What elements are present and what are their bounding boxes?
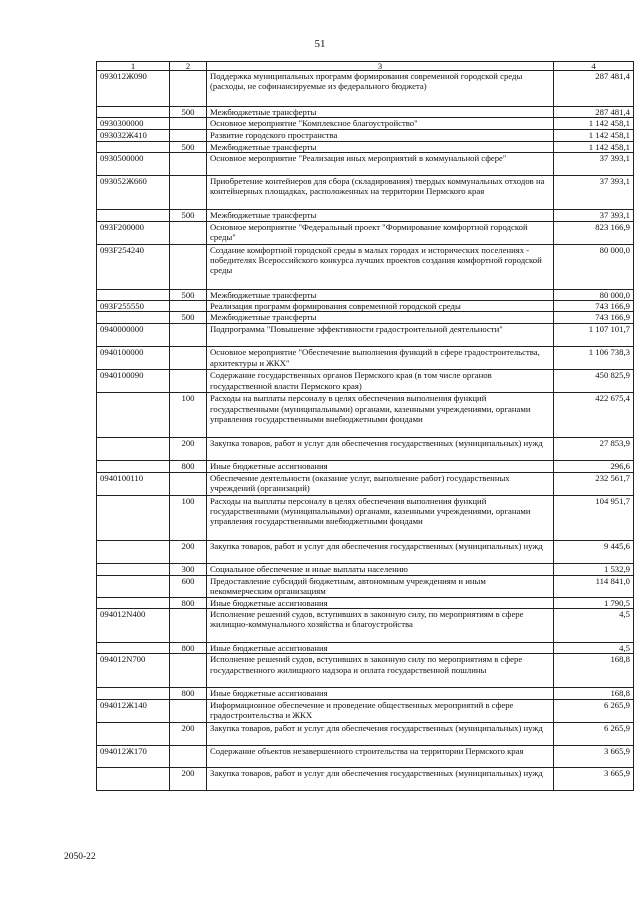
- expense-type-cell: [170, 301, 207, 312]
- table-row: [97, 347, 634, 370]
- expense-type-cell: [170, 324, 207, 347]
- name-cell: Исполнение решений судов, вступивших в законную силу по мероприятиям в сфере государственного жилищного надзора и оплата государственной пошлины: [207, 654, 554, 688]
- code-cell: 0940100090: [97, 370, 170, 393]
- expense-type-cell: 500: [170, 141, 207, 152]
- table-row: [97, 643, 634, 654]
- amount-cell: 232 561,7: [554, 472, 634, 495]
- code-cell: 093F254240: [97, 244, 170, 289]
- code-cell: [97, 141, 170, 152]
- amount-cell: 296,6: [554, 461, 634, 472]
- table-row: [97, 438, 634, 461]
- name-cell: Иные бюджетные ассигнования: [207, 461, 554, 472]
- table-header-row: [97, 62, 634, 71]
- footer-code: 2050-22: [64, 852, 96, 862]
- table-row: [97, 597, 634, 608]
- code-cell: [97, 643, 170, 654]
- code-cell: 0940100110: [97, 472, 170, 495]
- amount-cell: 4,5: [554, 609, 634, 643]
- name-cell: Межбюджетные трансферты: [207, 107, 554, 118]
- expense-type-cell: 300: [170, 563, 207, 575]
- amount-cell: 422 675,4: [554, 393, 634, 438]
- code-cell: [97, 597, 170, 608]
- code-cell: 094012Ж170: [97, 745, 170, 767]
- amount-cell: 37 393,1: [554, 175, 634, 209]
- column-header-4: 4: [554, 62, 634, 71]
- expense-type-cell: [170, 370, 207, 393]
- table-row: [97, 393, 634, 438]
- name-cell: Предоставление субсидий бюджетным, автономным учреждениям и иным некоммерческим организациям: [207, 575, 554, 597]
- name-cell: Содержание объектов незавершенного строительства на территории Пермского края: [207, 745, 554, 767]
- expense-type-cell: 500: [170, 289, 207, 300]
- amount-cell: 1 142 458,1: [554, 141, 634, 152]
- name-cell: Межбюджетные трансферты: [207, 289, 554, 300]
- expense-type-cell: 800: [170, 461, 207, 472]
- name-cell: Иные бюджетные ассигнования: [207, 688, 554, 699]
- table-row: [97, 107, 634, 118]
- table-row: [97, 540, 634, 563]
- code-cell: [97, 107, 170, 118]
- table-row: [97, 745, 634, 767]
- code-cell: 093F200000: [97, 221, 170, 244]
- code-cell: [97, 767, 170, 790]
- expense-type-cell: 800: [170, 597, 207, 608]
- code-cell: 094012N700: [97, 654, 170, 688]
- table-row: [97, 609, 634, 643]
- name-cell: Межбюджетные трансферты: [207, 209, 554, 221]
- name-cell: Исполнение решений судов, вступивших в законную силу, по мероприятиям в сфере жилищно-коммунального хозяйства и благоустройства: [207, 609, 554, 643]
- name-cell: Иные бюджетные ассигнования: [207, 597, 554, 608]
- name-cell: Подпрограмма "Повышение эффективности градостроительной деятельности": [207, 324, 554, 347]
- expense-type-cell: 200: [170, 722, 207, 745]
- table-row: [97, 472, 634, 495]
- table-row: [97, 130, 634, 141]
- name-cell: Создание комфортной городской среды в малых городах и исторических поселениях - победителях Всероссийского конкурса лучших проектов создания комфортной городской среды: [207, 244, 554, 289]
- name-cell: Закупка товаров, работ и услуг для обеспечения государственных (муниципальных) нужд: [207, 540, 554, 563]
- name-cell: Реализация программ формирования современной городской среды: [207, 301, 554, 312]
- code-cell: [97, 575, 170, 597]
- amount-cell: 1 790,5: [554, 597, 634, 608]
- code-cell: [97, 289, 170, 300]
- amount-cell: 287 481,4: [554, 71, 634, 107]
- name-cell: Обеспечение деятельности (оказание услуг, выполнение работ) государственных учреждений (организаций): [207, 472, 554, 495]
- expense-type-cell: [170, 347, 207, 370]
- code-cell: 0940100000: [97, 347, 170, 370]
- table-row: [97, 688, 634, 699]
- name-cell: Расходы на выплаты персоналу в целях обеспечения выполнения функций государственными (муниципальными) органами, казенными учреждениями, органами управления государственными внебюджетными фондами: [207, 393, 554, 438]
- name-cell: Поддержка муниципальных программ формирования современной городской среды (расходы, не софинансируемые из федерального бюджета): [207, 71, 554, 107]
- code-cell: 093F255550: [97, 301, 170, 312]
- amount-cell: 287 481,4: [554, 107, 634, 118]
- code-cell: 0930300000: [97, 118, 170, 130]
- name-cell: Межбюджетные трансферты: [207, 141, 554, 152]
- name-cell: Иные бюджетные ассигнования: [207, 643, 554, 654]
- expense-type-cell: 500: [170, 209, 207, 221]
- code-cell: [97, 312, 170, 324]
- expense-type-cell: [170, 175, 207, 209]
- amount-cell: 80 000,0: [554, 244, 634, 289]
- name-cell: Закупка товаров, работ и услуг для обеспечения государственных (муниципальных) нужд: [207, 767, 554, 790]
- expense-type-cell: [170, 472, 207, 495]
- amount-cell: 37 393,1: [554, 152, 634, 175]
- column-header-1: 1: [97, 62, 170, 71]
- expense-type-cell: [170, 221, 207, 244]
- expense-type-cell: 100: [170, 495, 207, 540]
- code-cell: [97, 438, 170, 461]
- amount-cell: 1 106 738,3: [554, 347, 634, 370]
- name-cell: Основное мероприятие "Реализация иных мероприятий в коммунальной сфере": [207, 152, 554, 175]
- table-row: [97, 209, 634, 221]
- code-cell: [97, 461, 170, 472]
- code-cell: 0940000000: [97, 324, 170, 347]
- code-cell: 093012Ж090: [97, 71, 170, 107]
- expense-type-cell: 200: [170, 438, 207, 461]
- expense-type-cell: 500: [170, 107, 207, 118]
- amount-cell: 9 445,6: [554, 540, 634, 563]
- name-cell: Приобретение контейнеров для сбора (складирования) твердых коммунальных отходов на контейнерных площадках, расположенных на территории Пермского края: [207, 175, 554, 209]
- table-row: [97, 654, 634, 688]
- column-header-2: 2: [170, 62, 207, 71]
- expense-type-cell: [170, 699, 207, 722]
- amount-cell: 450 825,9: [554, 370, 634, 393]
- expense-type-cell: 800: [170, 643, 207, 654]
- column-header-3: 3: [207, 62, 554, 71]
- name-cell: Информационное обеспечение и проведение общественных мероприятий в сфере градостроительства и ЖКХ: [207, 699, 554, 722]
- page-number: 51: [314, 38, 326, 50]
- expense-type-cell: [170, 71, 207, 107]
- amount-cell: 1 107 101,7: [554, 324, 634, 347]
- expense-type-cell: 100: [170, 393, 207, 438]
- expense-type-cell: [170, 118, 207, 130]
- table-row: [97, 289, 634, 300]
- table-row: [97, 370, 634, 393]
- code-cell: [97, 393, 170, 438]
- name-cell: Закупка товаров, работ и услуг для обеспечения государственных (муниципальных) нужд: [207, 722, 554, 745]
- table-row: [97, 301, 634, 312]
- amount-cell: 1 142 458,1: [554, 130, 634, 141]
- expense-type-cell: 200: [170, 767, 207, 790]
- expense-type-cell: 600: [170, 575, 207, 597]
- table-row: [97, 244, 634, 289]
- expense-type-cell: [170, 745, 207, 767]
- code-cell: [97, 495, 170, 540]
- code-cell: 0930500000: [97, 152, 170, 175]
- code-cell: [97, 209, 170, 221]
- name-cell: Основное мероприятие "Обеспечение выполнения функций в сфере градостроительства, архитектуры и ЖКХ": [207, 347, 554, 370]
- table-row: [97, 461, 634, 472]
- table-row: [97, 495, 634, 540]
- table-row: [97, 324, 634, 347]
- name-cell: Расходы на выплаты персоналу в целях обеспечения выполнения функций государственными (муниципальными) органами, казенными учреждениями, органами управления государственными внебюджетными фондами: [207, 495, 554, 540]
- code-cell: [97, 722, 170, 745]
- amount-cell: 80 000,0: [554, 289, 634, 300]
- table-row: [97, 312, 634, 324]
- expense-type-cell: [170, 609, 207, 643]
- name-cell: Закупка товаров, работ и услуг для обеспечения государственных (муниципальных) нужд: [207, 438, 554, 461]
- table-row: [97, 118, 634, 130]
- expense-type-cell: [170, 130, 207, 141]
- amount-cell: 1 142 458,1: [554, 118, 634, 130]
- table-row: [97, 141, 634, 152]
- amount-cell: 27 853,9: [554, 438, 634, 461]
- code-cell: [97, 540, 170, 563]
- amount-cell: 104 951,7: [554, 495, 634, 540]
- name-cell: Основное мероприятие "Федеральный проект "Формирование комфортной городской среды": [207, 221, 554, 244]
- name-cell: Развитие городского пространства: [207, 130, 554, 141]
- amount-cell: 3 665,9: [554, 767, 634, 790]
- amount-cell: 114 841,0: [554, 575, 634, 597]
- amount-cell: 168,8: [554, 688, 634, 699]
- expense-type-cell: 200: [170, 540, 207, 563]
- code-cell: 094012Ж140: [97, 699, 170, 722]
- amount-cell: 6 265,9: [554, 699, 634, 722]
- budget-table: [96, 61, 634, 791]
- code-cell: 093052Ж660: [97, 175, 170, 209]
- name-cell: Межбюджетные трансферты: [207, 312, 554, 324]
- table-row: [97, 563, 634, 575]
- expense-type-cell: 500: [170, 312, 207, 324]
- table-row: [97, 767, 634, 790]
- table-row: [97, 722, 634, 745]
- table-row: [97, 575, 634, 597]
- code-cell: 094012N400: [97, 609, 170, 643]
- amount-cell: 1 532,9: [554, 563, 634, 575]
- name-cell: Основное мероприятие "Комплексное благоустройство": [207, 118, 554, 130]
- code-cell: [97, 688, 170, 699]
- table-row: [97, 699, 634, 722]
- name-cell: Социальное обеспечение и иные выплаты населению: [207, 563, 554, 575]
- amount-cell: 168,8: [554, 654, 634, 688]
- amount-cell: 4,5: [554, 643, 634, 654]
- amount-cell: 823 166,9: [554, 221, 634, 244]
- amount-cell: 37 393,1: [554, 209, 634, 221]
- expense-type-cell: [170, 654, 207, 688]
- table-row: [97, 71, 634, 107]
- table-row: [97, 175, 634, 209]
- name-cell: Содержание государственных органов Пермского края (в том числе органов государственной власти Пермского края): [207, 370, 554, 393]
- amount-cell: 743 166,9: [554, 301, 634, 312]
- table-row: [97, 221, 634, 244]
- amount-cell: 3 665,9: [554, 745, 634, 767]
- expense-type-cell: [170, 152, 207, 175]
- code-cell: [97, 563, 170, 575]
- amount-cell: 6 265,9: [554, 722, 634, 745]
- code-cell: 093032Ж410: [97, 130, 170, 141]
- expense-type-cell: [170, 244, 207, 289]
- table-row: [97, 152, 634, 175]
- amount-cell: 743 166,9: [554, 312, 634, 324]
- expense-type-cell: 800: [170, 688, 207, 699]
